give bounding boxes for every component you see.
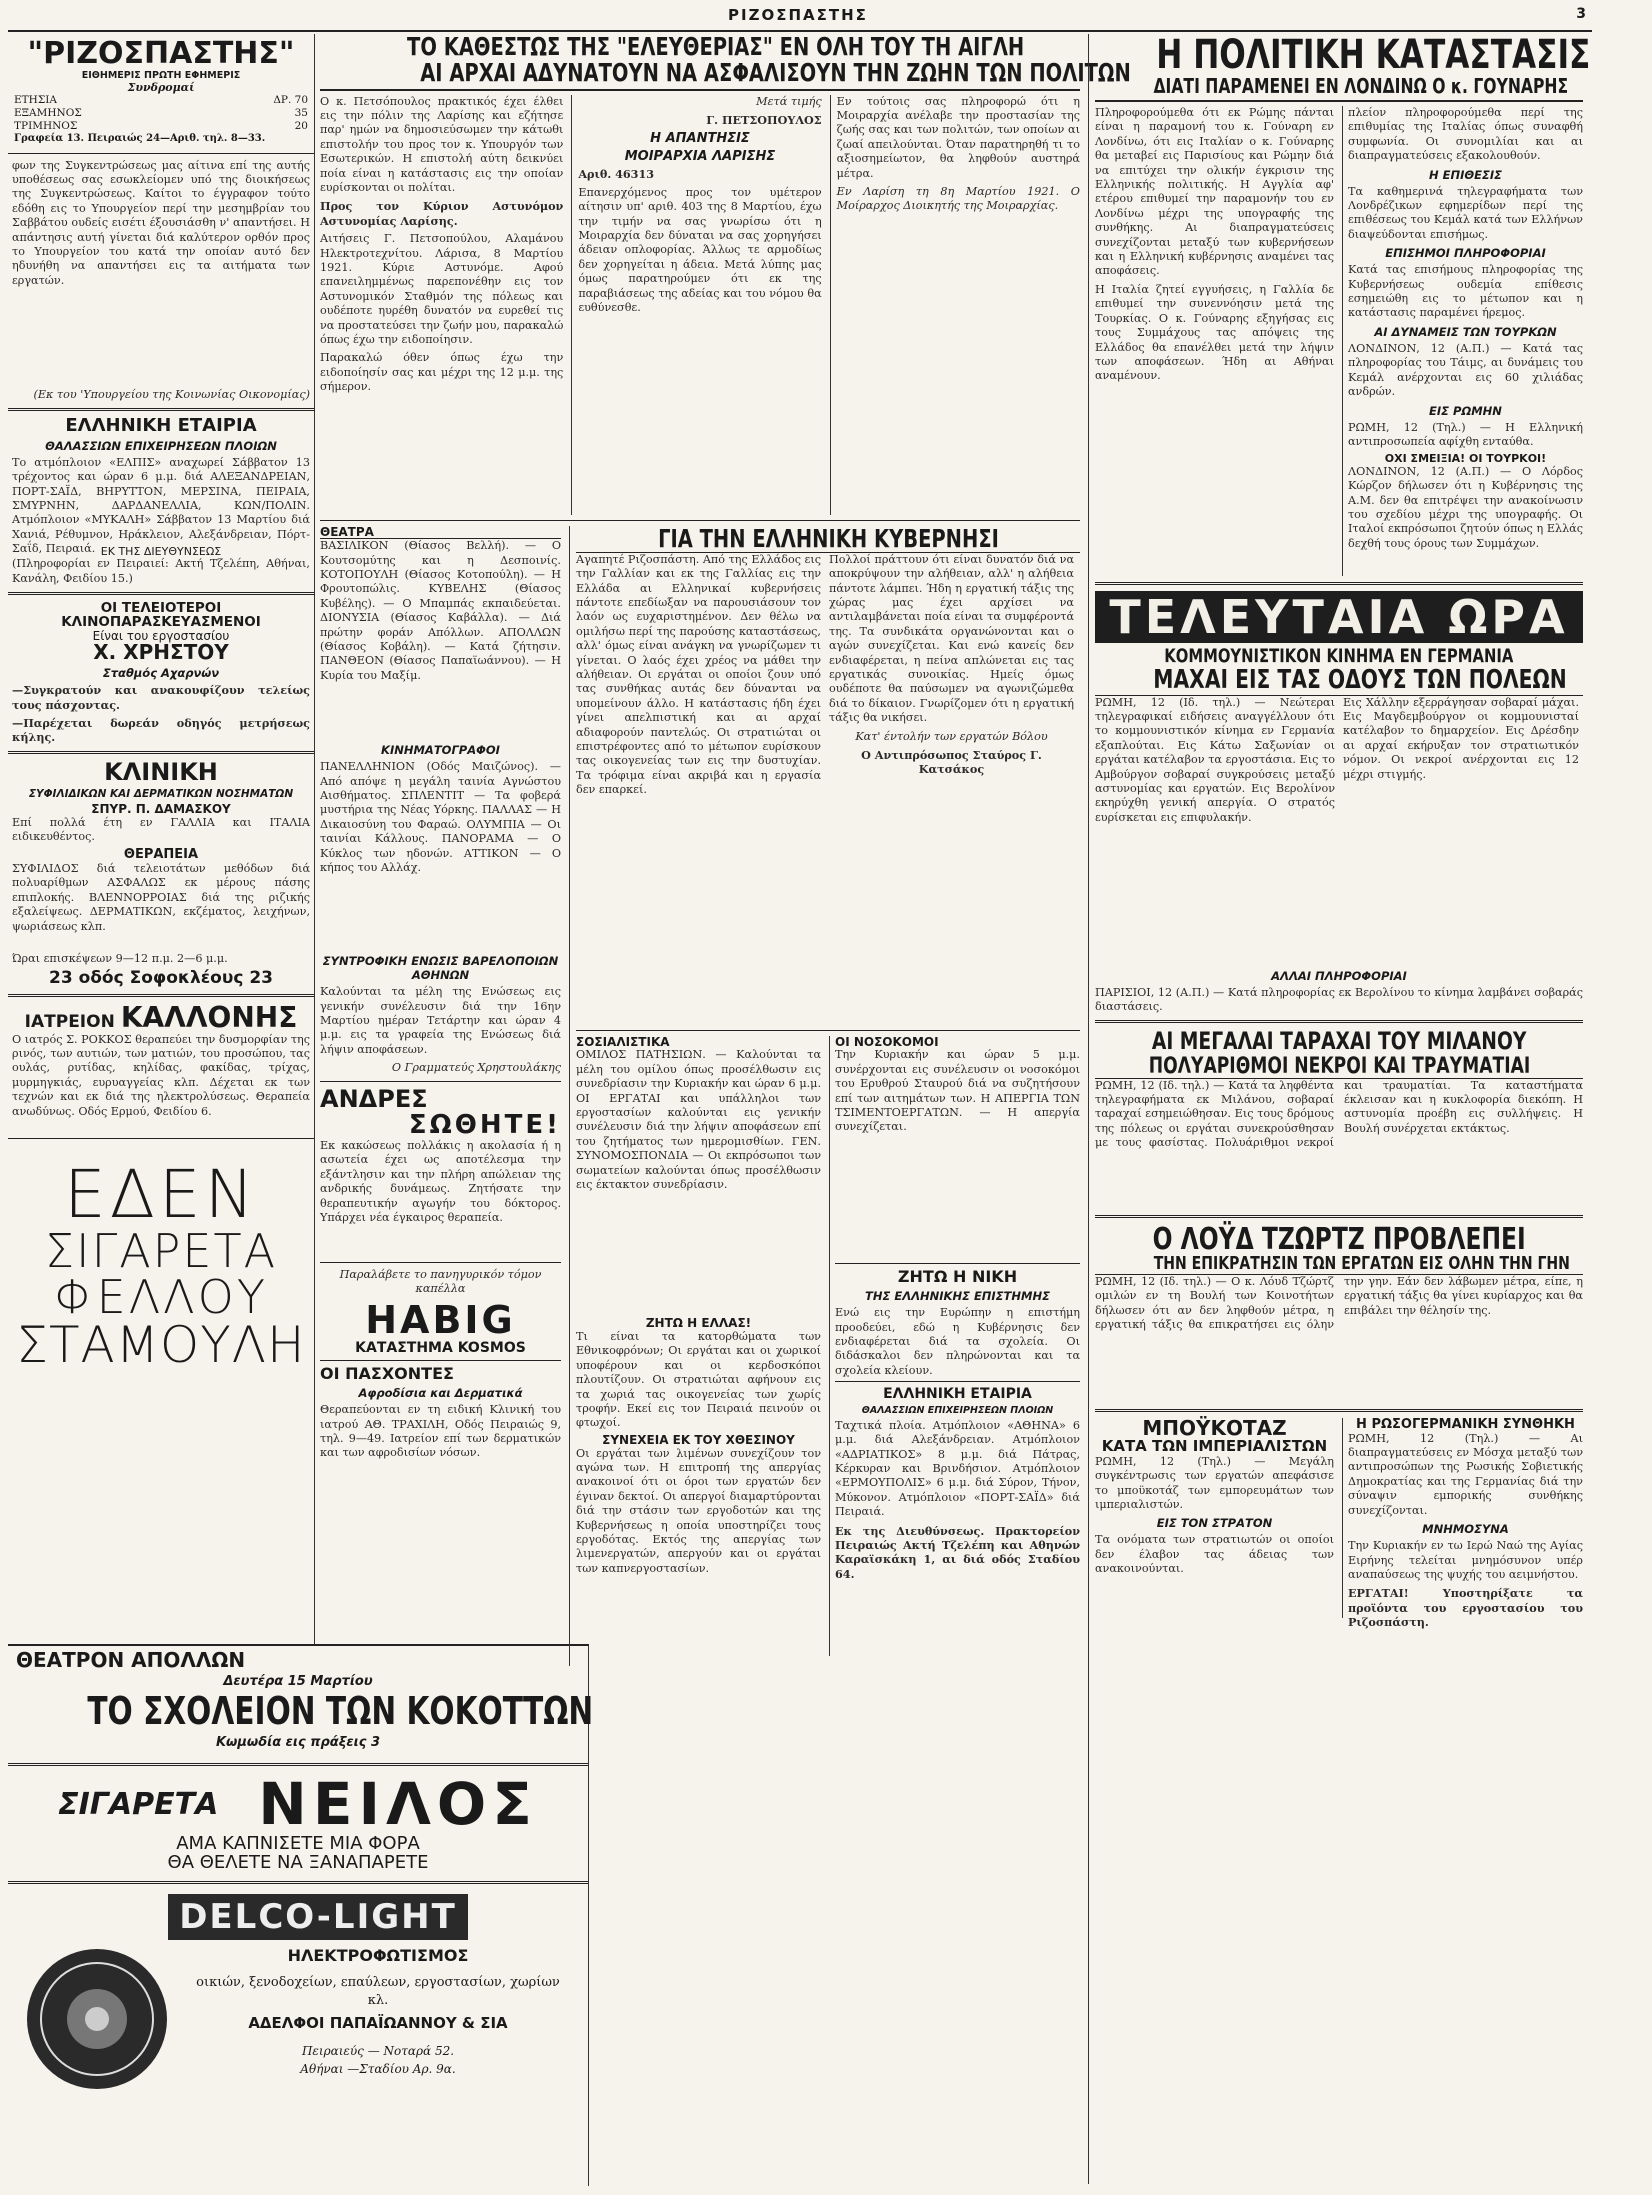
greek-co2-subtitle: ΘΑΛΑΣΣΙΩΝ ΕΠΙΧΕΙΡΗΣΕΩΝ ΠΛΟΙΩΝ [861,1404,1054,1416]
delco-ad [8,1890,588,2110]
neilos-label: ΣΙΓΑΡΕΤΑ [58,1786,219,1822]
greek-co2-footer: Εκ της Διευθύνσεως. Πρακτορείον Πειραιώς Ακτή Τζελέπη και Αθηνών Καραϊσκάκη 1, αι διά οδός Σταδίου 64. [835,1523,1080,1581]
subscription-row: ΕΞΑΜΗΝΟΣ 35 [14,106,308,119]
army-text: Τα ονόματα των στρατιωτών οι οποίοι δεν έλαβον τας άδειας των ανακοινούνται. [1095,1533,1334,1576]
column-center [320,32,1131,1644]
socialist-title: ΣΟΣΙΑΛΙΣΤΙΚΑ [576,1034,670,1049]
gov-text: Αγαπητέ Ριζοσπάστη. Από της Ελλάδος εις την Γαλλίαν και εκ της Γαλλίας εις την Ελλάδα αι Ελληνικαί κυβερνήσεις πάντοτε επεδίωξαν να παρουσιάσουν τον λαόν ως ευχαριστημένον. Δεν θέλω να ομιλήσω περί της παρούσης καταστάσεως, αλλ' όμως είναι ανάγκη να γνωρίζωμεν τι γίνεται. Ο λαός έχει χρέος να μάθει την αλήθειαν. Οι εργάται οι οποίοι ζουν υπό τας συνθήκας αυτάς δεν δύνανται να υπομείνουν άλλο. Η κατάστασις ήδη έχει γίνει απελπιστική και αι αρχαί αδιαφορούν παντελώς. Οι στρατιώται οι επιστρέφοντες από το μέτωπον ευρίσκουν τας οικογενείας των εις την δυστυχίαν. Τα τρόφιμα είναι ακριβά και η εργασία δεν επαρκεί. [576,552,821,797]
victory2-title: ΖΗΤΩ Η ΝΙΚΗ [897,1267,1018,1287]
kallonis-prefix: ΙΑΤΡΕΙΟΝ [24,1012,115,1033]
theater-name: ΘΕΑΤΡΟΝ ΑΠΟΛΛΩΝ [16,1648,246,1672]
lead-address: Προς τον Κύριον Αστυνόμον Αστυνομίας Λαρίσης. [320,199,564,228]
pact-text: ΡΩΜΗ, 12 (Τηλ.) — Αι διαπραγματεύσεις εν Μόσχα μεταξύ των αντιπροσώπων της Ρωσικής Σοβιετικής Δημοκρατίας και της Γερμανίας διά την σύναψιν εμπορικής συνθήκης συνεχίζονται. [1347,1431,1583,1517]
cinema-text: ΠΑΝΕΛΛΗΝΙΟΝ (Οδός Μαιζώνος). — Από απόψε η μεγάλη ταινία Αγνώστου Αισθήματος. ΣΠΛΕΝΤΙΤ — Τα φοβερά μυστήρια της Νέας Υόρκης. ΠΑΛΛΑΣ — Η Δικαιοσύνη του Φαραώ. ΟΛΥΜΠΙΑ — Οι ταινίαι Κάλλους. ΠΑΝΟΡΑΜΑ — Ο Κύκλος των ηδονών. ΑΤΤΙΚΟΝ — Ο κήπος του Αλλάχ. [320,760,561,874]
kallonis-text: Ο ιατρός Σ. ΡΟΚΚΟΣ θεραπεύει την δυσμορφίαν της ρινός, των αυτιών, των ματιών, του προσώπου, τας ουλάς, ρυτίδας, κηλίδας, φακίδας, τρίχας, μυρμηγκιάς, ευρυαγγείας κλπ. Δέχεται εκ των τεχνών και εκ διά της ηλεκτρολύσεως. Θεραπεία ανωδύνως. Οδός Ερμού, Φειδίου 6. [12,1032,310,1118]
furniture-subtitle: Είναι του εργοστασίου [92,628,230,643]
habig-note: Παραλάβετε το πανηγυρικόν τόμον καπέλλα [339,1268,542,1296]
lloyd-subtitle: ΤΗΝ ΕΠΙΚΡΑΤΗΣΙΝ ΤΩΝ ΕΡΓΑΤΩΝ ΕΙΣ ΟΛΗΝ ΤΗΝ ΓΗΝ [1153,1253,1570,1275]
greek-co-text: Το ατμόπλοιον «ΕΛΠΙΣ» αναχωρεί Σάββατον 13 τρέχοντος και ώραν 6 μ.μ. διά ΑΛΕΞΑΝΔΡΕΙΑΝ, ΠΟΡΤ-ΣΑΪΔ, ΒΗΡΥΤΤΟΝ, ΜΕΡΣΙΝΑ, ΠΕΙΡΑΙΑ, ΣΜΥΡΝΗΝ, ΔΑΡΔΑΝΕΛΛΙΑ, ΚΩΝ/ΠΟΛΙΝ. Ατμόπλοιον «ΜΥΚΑΛΗ» Σάββατον 13 Μαρτίου διά Χανιά, Ρέθυμνον, Ηράκλειον, Αλεξάνδρειαν, Πόρτ-Σαΐδ, Πειραιά. [12,455,310,556]
furniture-line-2: —Παρέχεται δωρεάν οδηγός μετρήσεως κήλης. [12,715,310,745]
answer-number: Αριθ. 46313 [578,167,655,182]
right-subheadline: ΔΙΑΤΙ ΠΑΡΑΜΕΝΕΙ ΕΝ ΛΟΝΔΙΝΩ Ο κ. ΓΟΥΝΑΡΗΣ [1153,74,1569,98]
milan-title: ΑΙ ΜΕΓΑΛΑΙ ΤΑΡΑΧΑΙ ΤΟΥ ΜΙΛΑΝΟΥ [1151,1027,1527,1056]
answer-title: Η ΑΠΑΝΤΗΣΙΣ [650,131,750,147]
rome-subtitle: ΟΧΙ ΣΜΕΙΞΙΑ! ΟΙ ΤΟΥΡΚΟΙ! [1384,452,1547,466]
gov-title: ΓΙΑ ΤΗΝ ΕΛΛΗΝΙΚΗ ΚΥΒΕΡΝΗΣΙ [657,523,999,553]
sufferers-text: Θεραπεύονται εν τη ειδική Κλινική του ιατρού ΑΘ. ΤΡΑΧΙΛΗ, Οδός Πειραιώς 9, τηλ. 9—49. Ιατρείον επί των δερματικών και των αφροδισίων νόσων. [320,1403,561,1460]
column-right [1088,34,1589,2184]
other-info-text: ΠΑΡΙΣΙΟΙ, 12 (Α.Π.) — Κατά πληροφορίας εκ Βερολίνου το κίνημα λαμβάνει σοβαράς διαστάσεις. [1095,985,1583,1013]
eden-line-4: ΣΤΑΜΟΥΛΗ [16,1315,306,1374]
neilos-line-1: ΑΜΑ ΚΑΠΝΙΣΕΤΕ ΜΙΑ ΦΟΡΑ [176,1832,420,1854]
theatres-title: ΘΕΑΤΡΑ [320,526,561,540]
habig-subtitle: ΚΑΤΑΣΤΗΜΑ KOSMOS [355,1339,526,1356]
greek-co2-text: Ταχτικά πλοία. Ατμόπλοιον «ΑΘΗΝΑ» 6 μ.μ. διά Αλεξάνδρειαν. Ατμόπλοιον «ΑΔΡΙΑΤΙΚΟΣ» 8 μ.μ. διά Πάτρας, Κέρκυραν και Βρινδήσιον. Ατμόπλοιον «ΕΡΜΟΥΠΟΛΙΣ» 6 μ.μ. διά Σύρον, Τήνον, Μύκονον. Ατμόπλοιον «ΠΟΡΤ-ΣΑΪΔ» διά Πειραιά. [835,1418,1080,1519]
intro-text: φων της Συγκεντρώσεως μας αίτινα επί της αυτής υποθέσεως σας εσωκλείομεν υπό της διοικήσεως της Συγκεντρώσεως. Καίτοι το έγγραφον τούτο εδόθη εις το Υπουργείον περί την μεσημβρίαν του Σαββάτου ουδείς εισέτι έξουσιάσθη ν' απαντήσει. Η απάντησις αυτή γίνεται διά καλύτερον ορθόν προς το Υπουργείον του κατά την οποίαν αυτό δεν ηδυνήθη να απαντήσει εις τα αιτήματα των εργατών. [12,158,310,287]
men-title: ΑΝΔΡΕΣ [320,1084,428,1113]
clinic-address: 23 οδός Σοφοκλέους 23 [49,968,273,989]
greek-co-subtitle: ΘΑΛΑΣΣΙΩΝ ΕΠΙΧΕΙΡΗΣΕΩΝ ΠΛΟΙΩΝ [45,438,277,453]
center-headline: ΤΟ ΚΑΘΕΣΤΩΣ ΤΗΣ "ΕΛΕΥΘΕΡΙΑΣ" ΕΝ ΟΛΗ ΤΟΥ ΤΗ ΑΙΓΛΗ [407,32,1025,61]
furniture-line-1: —Συγκρατούν και ανακουφίζουν τελείως τους πάσχοντας. [12,683,310,712]
direction-text: (Πληροφορίαι εν Πειραιεί: Ακτή Τζελέπη, Αθήναι, Κανάλη, Φειδίου 15.) [12,557,310,585]
bottom-left-ads [8,1644,594,2186]
kallonis-title: ΚΑΛΛΟΝΗΣ [120,1001,298,1035]
clinic-therapy: ΘΕΡΑΠΕΙΑ [123,847,199,863]
subscriptions-list [14,94,308,133]
memorial-text: Την Κυριακήν εν τω Ιερώ Ναώ της Αγίας Ειρήνης τελείται μνημόσυνον υπέρ αναπαύσεως της ψυχής του αειμνήστου. [1347,1539,1583,1581]
right-headline: Η ΠΟΛΙΤΙΚΗ ΚΑΤΑΣΤΑΣΙΣ [1156,32,1591,78]
sufferers-subtitle: Αφροδίσια και Δερματικά [358,1386,523,1401]
habig-brand: HABIG [365,1297,516,1342]
victory-text: Τι είναι τα κατορθώματα των Εθνικοφρόνων; Οι εργάται και οι χωρικοί υποφέρουν και οι κερδοσκόποι πλουτίζουν. Οι στρατιώται αφήνουν εις τα χωριά τας οικογενείας των χωρίς τροφήν. Εκεί εις τον Πειραιά πεινούν οι φτωχοί. [576,1329,821,1430]
newspaper-page [8,4,1592,2190]
answer-sign: Μετά τιμής [756,94,822,108]
neilos-ad [8,1769,588,1875]
gov-sign-name: Ο Αντιπρόσωπος Σταύρος Γ. Κατσάκος [861,748,1042,777]
rome-title: ΕΙΣ ΡΩΜΗΝ [1429,403,1502,418]
center-subheadline: ΑΙ ΑΡΧΑΙ ΑΔΥΝΑΤΟΥΝ ΝΑ ΑΣΦΑΛΙΣΟΥΝ ΤΗΝ ΖΩΗΝ ΤΩΝ ΠΟΛΙΤΩΝ [420,58,1131,88]
rome-text: ΡΩΜΗ, 12 (Τηλ.) — Η Ελληνική αντιπροσωπεία αφίχθη ενταύθα. [1347,420,1583,448]
office-address: Γραφεία 13. Πειραιώς 24—Αριθ. τηλ. 8—33. [14,132,266,144]
gov-text-2: Πολλοί πράττουν ότι είναι δυνατόν διά να αποκρύψουν την αλήθειαν, αλλ' η αλήθεια πάντοτε λάμπει. Ήδη η εργατική τάξις της χώρας μας έχει αρχίσει να αντιλαμβάνεται ποία είναι τα συμφέροντά της. Τα συνδικάτα οργανώνονται και ο αγών συνεχίζεται. Και ενώ κανείς δεν ενδιαφέρεται, η πείνα απλώνεται εις τας εργατικάς συνοικίας. Ημείς όμως ουδέποτε θα παύσωμεν να αγωνιζώμεθα διά το δίκαιον. Γνωρίζομεν ότι η εργατική τάξις θα νικήσει. [829,552,1074,725]
lead-text-1: Ο κ. Πετσόπουλος πρακτικός έχει έλθει εις την πόλιν της Λαρίσης και εζήτησε παρ' ημών να δημοσιεύσωμεν την κάτωθι επιστολήν του προς τον κ. Υπουργόν των Εσωτερικών. Η επιστολή αύτη δεικνύει ποία είναι η κατάστασις εις την οποίαν ευρίσκονται οι πολίται. [320,94,564,194]
milan-subtitle: ΠΟΛΥΑΡΙΘΜΟΙ ΝΕΚΡΟΙ ΚΑΙ ΤΡΑΥΜΑΤΙΑΙ [1148,1053,1531,1079]
pact-title: Η ΡΩΣΟΓΕΡΜΑΝΙΚΗ ΣΥΝΘΗΚΗ [1356,1417,1575,1433]
neilos-line-2: ΘΑ ΘΕΛΕΤΕ ΝΑ ΞΑΝΑΠΑΡΕΤΕ [167,1851,429,1873]
nurses-title: ΟΙ ΝΟΣΟΚΟΜΟΙ [835,1034,939,1049]
lead-text-2: Αιτήσεις Γ. Πετσοπούλου, Αλαμάνου Ηλεκτροτεχνίτου. Λάρισα, 8 Μαρτίου 1921. Κύριε Αστυνόμε. Αφού επανειλημμένως παρεπονέθην εις τον Αστυνομικόν Σταθμόν της πόλεως και ουδέποτε ηυρέθη δυνατόν να ευρεθεί τις να προστατεύσει την ζωήν μου, παρακαλώ όπως έχω την ειδοποίησιν. [320,232,564,346]
battles-text: ΡΩΜΗ, 12 (Ιδ. τηλ.) — Νεώτεραι τηλεγραφικαί ειδήσεις αναγγέλλουν ότι το κομμουνιστικόν κίνημα εν Γερμανία εξαπλούται. Εις Κάτω Σαξωνίαν οι εργάται κατέλαβον τα εργοστάσια. Εις το Αμβούργον σοβαραί συγκρούσεις μεταξύ αστυνομίας και εργατών. Εις Βερολίνον εκηρύχθη γενική απεργία. Ο στρατός ευρίσκεται εις επιφυλακήν. [1095,695,1335,824]
subscriptions-label: Συνδρομαί [127,80,195,94]
union-title: ΣΥΝΤΡΟΦΙΚΗ ΕΝΩΣΙΣ ΒΑΡΕΛΟΠΟΙΩΝ ΑΘΗΝΩΝ [322,954,559,983]
furniture-ad [8,601,314,745]
greek-co2-title: ΕΛΛΗΝΙΚΗ ΕΤΑΙΡΙΑ [883,1386,1032,1403]
victory2-text: Ενώ εις την Ευρώπην η επιστήμη προοδεύει, εδώ η Κυβέρνησις δεν ενδιαφέρεται διά τα σχολεία. Οι διδάσκαλοι δεν πληρώνονται και τα σχολεία κλείουν. [835,1306,1080,1377]
army-title: ΕΙΣ ΤΟΝ ΣΤΡΑΤΟΝ [1156,1516,1273,1531]
clinic-title: ΚΛΙΝΙΚΗ [104,757,218,786]
hopes-text: Τα καθημερινά τηλεγραφήματα των Λονδρέζικων εφημερίδων περί της επιθέσεως του Κεμάλ κατά των Ελλήνων διαψεύδονται επισήμως. [1347,184,1583,241]
answer-close: Εν Λαρίση τη 8η Μαρτίου 1921. Ο Μοίραρχος Διοικητής της Μοιραρχίας. [836,184,1080,213]
furniture-name: Χ. ΧΡΗΣΤΟΥ [93,640,229,665]
battles-title: ΜΑΧΑΙ ΕΙΣ ΤΑΣ ΟΔΟΥΣ ΤΩΝ ΠΟΛΕΩΝ [1153,665,1567,696]
clinic-doctor: ΣΠΥΡ. Π. ΔΑΜΑΣΚΟΥ [91,801,231,816]
eden-line-3: ΦΕΛΛΟΥ [54,1269,268,1324]
greek-co-title: ΕΛΛΗΝΙΚΗ ΕΤΑΙΡΙΑ [65,414,257,436]
paper-title: "ΡΙΖΟΣΠΑΣΤΗΣ" [27,36,295,71]
subscription-row: ΤΡΙΜΗΝΟΣ 20 [14,119,308,132]
boycott-text: ΡΩΜΗ, 12 (Τηλ.) — Μεγάλη συγκέντρωσις των εργατών απεφάσισε το μποϋκοτάζ των εμπορευμάτων των ιμπεριαλιστών. [1095,1454,1334,1511]
delco-address-2: Αθήναι —Σταδίου Αρ. 9α. [300,2061,456,2076]
boycott-title: ΜΠΟΫΚΟΤΑΖ [1142,1416,1287,1441]
men-headline: ΣΩΘΗΤΕ! [408,1109,561,1140]
theater-note: Κωμωδία εις πράξεις 3 [215,1734,380,1750]
clinic-subtitle: ΣΥΦΙΛΙΔΙΚΩΝ ΚΑΙ ΔΕΡΜΑΤΙΚΩΝ ΝΟΣΗΜΑΤΩΝ [28,787,294,800]
battles-text-2: Εις Χάλλην εξερράγησαν σοβαραί μάχαι. Εις Μαγδεμβούργον οι κομμουνισταί κατέλαβον το δημαρχείον. Εις Δρέσδην αι αρχαί εκήρυξαν τον στρατιωτικόν νόμον. Οι νεκροί ανέρχονται εις 12 μέχρι στιγμής. [1343,695,1579,781]
gov-sign: Κατ' έντολήν των εργατών Βόλου [855,729,1048,743]
delco-text: οικιών, ξενοδοχείων, επαύλεων, εργοστασίων, χωρίων κλ. [196,1974,560,2008]
milan-text: ΡΩΜΗ, 12 (Ιδ. τηλ.) — Κατά τα ληφθέντα τηλεγραφήματα εκ Μιλάνου, σοβαραί ταραχαί εσημειώθησαν. Εις τους δρόμους της πόλεως οι εργάται συνεκρούσθησαν με τους φασίστας. Πολυάριθμοι νεκροί και τραυματίαι. Τα καταστήματα έκλεισαν και η κυκλοφορία διεκόπη. Η αστυνομία προέβη εις συλλήψεις. Η Βουλή συνέρχεται εκτάκτως. [1095,1078,1583,1150]
nurses-text: Την Κυριακήν και ώραν 5 μ.μ. συνέρχονται εις συνέλευσιν οι νοσοκόμοι του Ερυθρού Σταυρού διά να συζητήσουν επί των αιτημάτων των. Η ΑΠΕΡΓΙΑ ΤΩΝ ΤΣΙΜΕΝΤΟΕΡΓΑΤΩΝ. — Η απεργία συνεχίζεται. [835,1048,1080,1134]
clinic-hours: Ώραι επισκέψεων 9—12 π.μ. 2—6 μ.μ. [12,951,228,965]
answer-text-2: Εν τούτοις σας πληροφορώ ότι η Μοιραρχία ανέλαβε την προστασίαν της ζωής σας και των πολιτών, των οποίων αι ζωαί απειλούνται. Όταν παρατηρηθή τι το αξιοσημείωτον, θα ληφθούν αυστηρά μέτρα. [836,94,1080,180]
politics-text-1: Πληροφορούμεθα ότι εκ Ρώμης πάνται είναι η παραμονή του κ. Γούναρη εν Λονδίνω, ότι εις Ιταλίαν ο κ. Γούναρης θα μεταβεί εις Παρισίους και Ρώμην διά να επιτύχει την ολικήν έγκρισιν της Ελληνικής πολιτικής. Η Αγγλία αφ' ετέρου επιθυμεί την παραμονήν του εν Λονδίνω μέχρι της υπογραφής της συνθήκης. Αι διαπραγματεύσεις συνεχίζονται μεταξύ των κυβερνήσεων και η Ελληνική κυβέρνησις αναμένει τας αποφάσεις. [1095,106,1334,278]
paper-subtitle: ΕΙΘΗΜΕΡΙΣ ΠΡΩΤΗ ΕΦΗΜΕΡΙΣ [81,69,241,81]
delco-seal-icon [22,1944,172,2094]
official-text: Κατά τας επισήμους πληροφορίας της Κυβερνήσεως ουδεμία επίθεσις εσημειώθη εις το μέτωπον και η κατάστασις παραμένει ήρεμος. [1347,263,1583,320]
london-text: ΛΟΝΔΙΝΟΝ, 12 (Α.Π.) — Ο Λόρδος Κώρζον δήλωσεν ότι η Κυβέρνησις της Α.Μ. δεν θα επιτρέψει την ανακοίνωσιν του σχεδίου μέχρι της υπογραφής. Οι Ιταλοί εκπρόσωποι ζητούν όπως η Ελλάς δεχθή τους όρους των Συμμάχων. [1347,464,1583,550]
delco-company: ΑΔΕΛΦΟΙ ΠΑΠΑΪΩΑΝΝΟΥ & ΣΙΑ [248,2013,508,2032]
eden-line-2: ΣΙΓΑΡΕΤΑ [44,1223,278,1278]
other-info-title: ΑΛΛΑΙ ΠΛΗΡΟΦΟΡΙΑΙ [1271,968,1407,983]
center-bottom-continuation [596,1644,1080,2184]
theater-date: Δευτέρα 15 Μαρτίου [223,1674,373,1689]
victory2-subtitle: ΤΗΣ ΕΛΛΗΝΙΚΗΣ ΕΠΙΣΤΗΜΗΣ [865,1289,1050,1304]
subscription-row: ΕΤΗΣΙΑ ΔΡ. 70 [14,93,308,106]
politics-text-3: πλείον πληροφορούμεθα περί της επιθυμίας της Ιταλίας όπως συναφθή συμφωνία. Οι συνομιλίαι και αι διαπραγματεύσεις εξακολουθούν. [1347,106,1583,163]
last-hour: ΤΕΛΕΥΤΑΙΑ ΩΡΑ [1109,590,1569,644]
eden-line-1: ΕΔΕΝ [64,1155,258,1233]
answer-name: Γ. ΠΕΤΣΟΠΟΥΛΟΣ [706,112,822,127]
paper-info-box [8,34,314,148]
sufferers-title: ΟΙ ΠΑΣΧΟΝΤΕΣ [320,1364,454,1384]
kallonis-ad [8,1003,314,1132]
workers-footer: ΕΡΓΑΤΑΙ! Υποστηρίξατε τα προϊόντα του εργοστασίου του Ριζοσπάστη. [1347,1586,1583,1630]
eden-ad [8,1144,314,1380]
victory-title: ΖΗΤΩ Η ΕΛΛΑΣ! [645,1316,752,1331]
turks-text: ΛΟΝΔΙΝΟΝ, 12 (Α.Π.) — Κατά τας πληροφορίας του Τάιμς, αι δυνάμεις του Κεμάλ ανέρχονται εις 60 χιλιάδας ανδρών. [1347,341,1583,399]
union-text: Καλούνται τα μέλη της Ενώσεως εις γενικήν συνέλευσιν διά την 16ην Μαρτίου ημέραν Τετάρτην και ώραν 4 μ.μ. εις τα γραφεία της Ενώσεως διά λήψιν αποφάσεων. [320,985,561,1056]
masthead: ΡΙΖΟΣΠΑΣΤΗΣ [728,6,868,24]
cinema-title: ΚΙΝΗΜΑΤΟΓΡΑΦΟΙ [381,743,500,758]
theater-play: ΤΟ ΣΧΟΛΕΙΟΝ ΤΩΝ ΚΟΚΟΤΤΩΝ [87,1689,594,1733]
news-text: Οι εργάται των λιμένων συνεχίζουν τον αγώνα των. Η επιτροπή της απεργίας ανακοινοί ότι οι όροι των εργατών δεν έγιναν δεκτοί. Οι απεργοί διαμαρτύρονται διά την στάσιν των εργοδοτών και της Κυβερνήσεως η οποία υποστηρίζει τους εργοδότας. Εκτός της απεργίας των λιμενεργατών, απεργούν και οι εργάται των καπνεργοστασίων. [576,1446,821,1575]
boycott-subtitle: ΚΑΤΑ ΤΩΝ ΙΜΠΕΡΙΑΛΙΣΤΩΝ [1101,1437,1328,1456]
socialist-text: ΟΜΙΛΟΣ ΠΑΤΗΣΙΩΝ. — Καλούνται τα μέλη του ομίλου όπως προσέλθωσιν εις συνεδρίασιν την Κυριακήν και ώραν 6 μ.μ. ΟΙ ΕΡΓΑΤΑΙ και υπάλληλοι των εργοστασίων καλούνται εις γενικήν συνέλευσιν διά την λήψιν αποφάσεων επί του ζητήματος των ημερομισθίων. ΓΕΝ. ΣΥΝΟΜΟΣΠΟΝΔΙΑ — Οι εκπρόσωποι των σωματείων καλούνται όπως προσέλθωσιν εις έκτακτον συνεδρίασιν. [576,1048,821,1191]
delco-subtitle: ΗΛΕΚΤΡΟΦΩΤΙΣΜΟΣ [287,1945,469,1965]
answer-text: Επανερχόμενος προς τον υμέτερον αίτησιν υπ' αριθ. 403 της 8 Μαρτίου, έχω την τιμήν να σας γνωρίσω ότι η Μοιραρχία δεν δύναται να σας χορηγήσει άδειαν οπλοφορίας. Άλλως τε αρμοδίως δεν χορηγείται η άδεια. Μετά λύπης μας όμως παρατηρούμεν ότι εκ της παραβιάσεως της αδείας και του νόμου θα ευθύνεσθε. [578,185,822,314]
neilos-brand: ΝΕΙΛΟΣ [258,1769,538,1838]
lead-text-3: Παρακαλώ όθεν όπως έχω την ειδοποίησίν σας και μέχρι της 12 μ.μ. της σήμερον. [320,351,564,394]
turks-title: ΑΙ ΔΥΝΑΜΕΙΣ ΤΩΝ ΤΟΥΡΚΩΝ [1374,324,1557,339]
clinic-ad [8,757,314,989]
delco-brand: DELCO-LIGHT [168,1894,468,1940]
men-text: Εκ κακώσεως πολλάκις η ακολασία ή η ασωτεία έχει ως αποτέλεσμα την εξάντλησιν και την πλήρη απώλειαν της ανδρικής δυνάμεως. Ζητήσατε την θεραπευτικήν αγωγήν του δόκτορος. Υπάρχει νέα έγκαιρος θεραπεία. [320,1139,561,1225]
page-number: 3 [1576,6,1586,22]
lloyd-title: Ο ΛΟΫΔ ΤΖΩΡΤΖ ΠΡΟΒΛΕΠΕΙ [1152,1221,1526,1257]
intro-source: (Εκ του 'Υπουργείου της Κοινωνίας Οικονομίας) [33,387,310,401]
theatres-text: ΒΑΣΙΛΙΚΟΝ (Θίασος Βελλή). — Ο Κουτσομύτης και η Δεσποινίς. ΚΟΤΟΠΟΥΛΗ (Θίασος Κοτοπούλη). — Η Φρουτοπώλις. ΚΥΒΕΛΗΣ (Θίασος Κυβέλης). — Ο Μπαμπάς εκπαιδεύεται. ΔΙΟΝΥΣΙΑ (Θίασος Καβάλλα). — Διά πρώτην φοράν Απόλλων. ΑΠΟΛΛΩΝ (Θίασος Κοβάλη). — Κατά ζήτησιν. ΠΑΝΘΕΟΝ (Θίασος Παπαϊωάννου). — Η Κυρία του Μαξίμ. [320,539,561,682]
delco-address-1: Πειραιεύς — Νοταρά 52. [301,2043,455,2058]
direction-label: ΕΚ ΤΗΣ ΔΙΕΥΘΥΝΣΕΩΣ [100,544,222,558]
furniture-address: Σταθμός Αχαρνών [102,666,220,681]
news-title: ΣΥΝΕΧΕΙΑ ΕΚ ΤΟΥ ΧΘΕΣΙΝΟΥ [602,1432,795,1447]
germany-title: ΚΟΜΜΟΥΝΙΣΤΙΚΟΝ ΚΙΝΗΜΑ ΕΝ ΓΕΡΜΑΝΙΑ [1164,645,1514,668]
top-bar [8,4,1592,32]
official-title: ΕΠΙΣΗΜΟΙ ΠΛΗΡΟΦΟΡΙΑΙ [1385,246,1546,261]
answer-subtitle: ΜΟΙΡΑΡΧΙΑ ΛΑΡΙΣΗΣ [624,149,776,165]
politics-text-2: Η Ιταλία ζητεί εγγυήσεις, η Γαλλία δε επιθυμεί την συνεννόησιν μετά της Τουρκίας. Ο κ. Γούναρης εξηγήσας εις τους Συμμάχους τας απόψεις της Ελλάδος θα επανέλθει μετά την λήψιν των αποφάσεων. Ήδη αι Αθήναι αναμένουν. [1095,282,1334,383]
lloyd-text: ΡΩΜΗ, 12 (Ιδ. τηλ.) — Ο κ. Λόυδ Τζώρτζ ομιλών εν τη Βουλή των Κοινοτήτων δήλωσεν ότι αν δεν ληφθούν μέτρα, η εργατική τάξις θα επικρατήσει εις όλην την γην. Εάν δεν λάβωμεν μέτρα, είπε, η εργατική τάξις θα γίνει κυρίαρχος και θα επιβάλει την θέλησίν της. [1095,1275,1583,1332]
clinic-text: ΣΥΦΙΛΙΔΟΣ διά τελειοτάτων μεθόδων διά πολυαρίθμων ΑΣΦΑΛΩΣ εκ μέρους πάσης επιπλοκής. ΒΛΕΝΝΟΡΡΟΙΑΣ διά της ριζικής εξαλείψεως. ΔΕΡΜΑΤΙΚΩΝ, εκζέματος, λειχήνων, ψωριάσεως κλπ. [12,861,310,933]
union-sign: Ο Γραμματεύς Χρηστουλάκης [391,1061,561,1075]
hopes-title: Η ΕΠΙΘΕΣΙΣ [1428,167,1502,182]
clinic-intro: Επί πολλά έτη εν ΓΑΛΛΙΑ και ΙΤΑΛΙΑ ειδικευθέντος. [12,815,310,843]
memorial-title: ΜΝΗΜΟΣΥΝΑ [1422,1522,1509,1537]
furniture-title: ΟΙ ΤΕΛΕΙΟΤΕΡΟΙ ΚΛΙΝΟΠΑΡΑΣΚΕΥΑΣΜΕΝΟΙ [61,600,261,631]
